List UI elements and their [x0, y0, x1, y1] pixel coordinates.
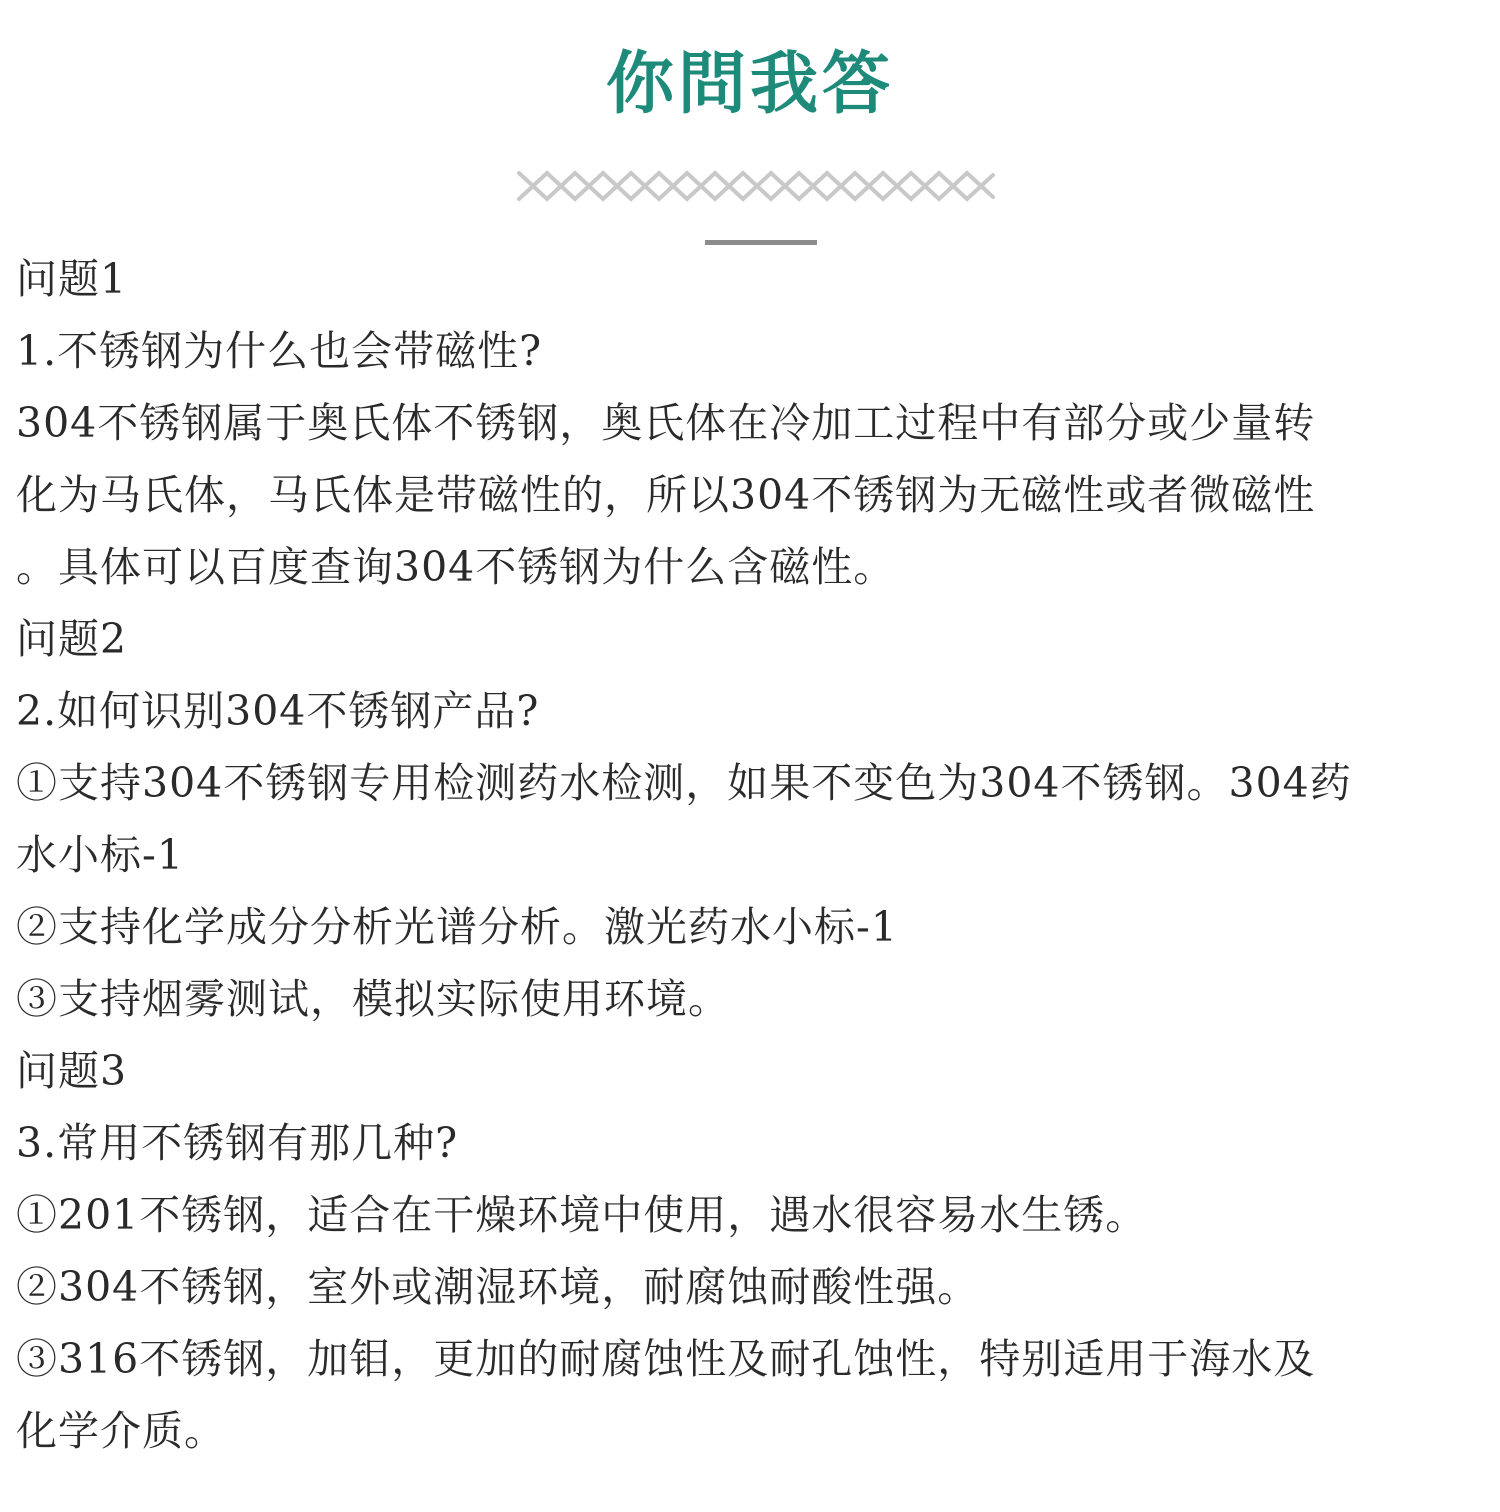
question-text: 2.如何识别304不锈钢产品? [16, 687, 540, 735]
answer-text: ③316不锈钢，加钼，更加的耐腐蚀性及耐孔蚀性，特别适用于海水及 [16, 1335, 1316, 1383]
page-title: 你問我答 [605, 45, 894, 124]
answer-text: 。具体可以百度查询304不锈钢为什么含磁性。 [16, 543, 896, 591]
answer-text: 化学介质。 [16, 1407, 226, 1455]
question-heading: 问题1 [16, 255, 128, 303]
question-heading: 问题2 [16, 615, 128, 663]
qa-content [16, 243, 1492, 1467]
question-text: 1.不锈钢为什么也会带磁性? [16, 327, 543, 375]
answer-text: 304不锈钢属于奥氏体不锈钢，奥氏体在冷加工过程中有部分或少量转 [16, 399, 1316, 447]
question-heading: 问题3 [16, 1047, 128, 1095]
answer-text: ②304不锈钢，室外或潮湿环境，耐腐蚀耐酸性强。 [16, 1263, 980, 1311]
answer-text: ①支持304不锈钢专用检测药水检测，如果不变色为304不锈钢。304药 [16, 759, 1352, 807]
answer-text: 水小标-1 [16, 831, 184, 879]
answer-text: ②支持化学成分分析光谱分析。激光药水小标-1 [16, 903, 898, 951]
question-text: 3.常用不锈钢有那几种? [16, 1119, 459, 1167]
answer-text: ③支持烟雾测试，模拟实际使用环境。 [16, 975, 730, 1023]
answer-text: ①201不锈钢，适合在干燥环境中使用，遇水很容易水生锈。 [16, 1191, 1148, 1239]
cross-stitch-divider-icon [515, 155, 997, 215]
answer-text: 化为马氏体，马氏体是带磁性的，所以304不锈钢为无磁性或者微磁性 [16, 471, 1316, 519]
